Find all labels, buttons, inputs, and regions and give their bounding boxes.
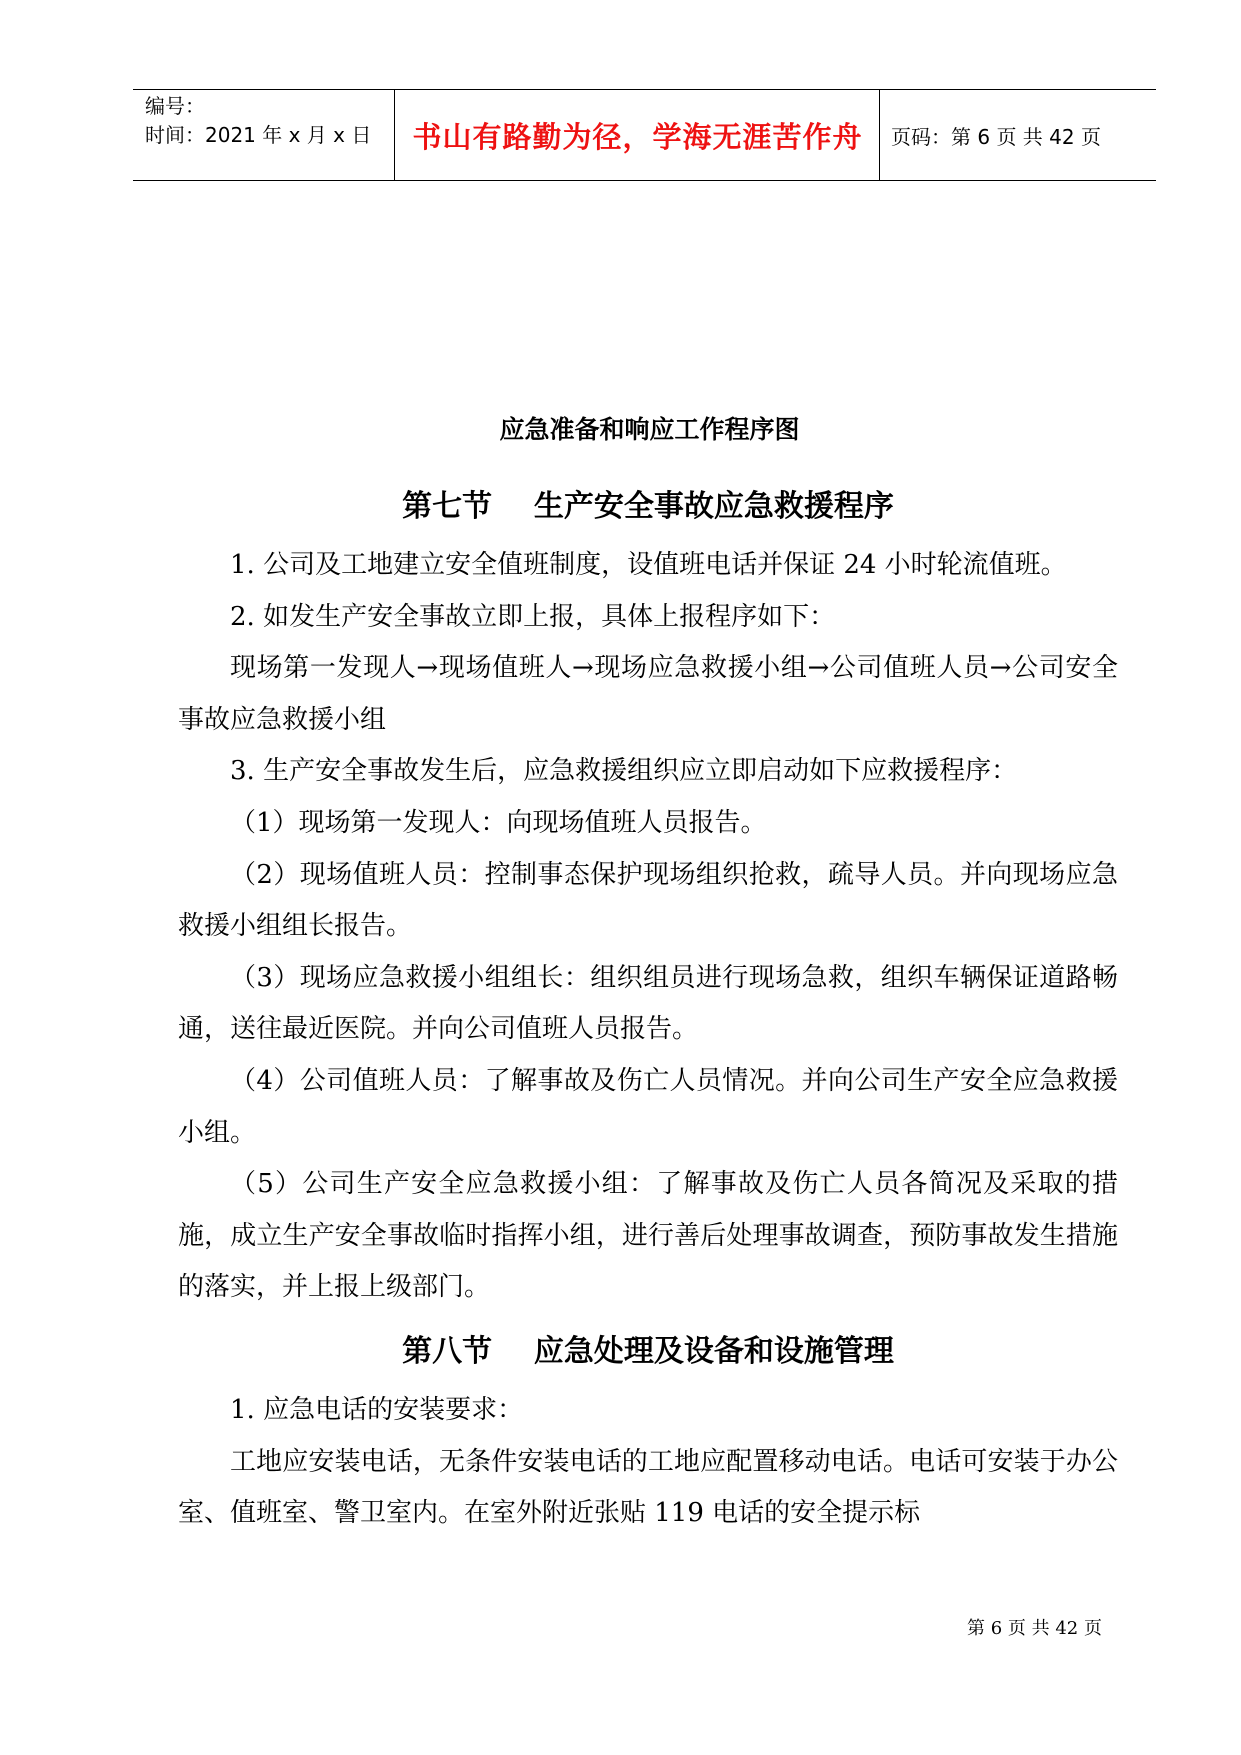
paragraph: 3. 生产安全事故发生后，应急救援组织应立即启动如下应救援程序：: [230, 756, 1018, 787]
figure-title: 应急准备和响应工作程序图: [499, 415, 800, 444]
paragraph: 1. 公司及工地建立安全值班制度，设值班电话并保证 24 小时轮流值班。: [230, 550, 1067, 580]
header-info: [145, 92, 395, 150]
paragraph: 2. 如发生产安全事故立即上报，具体上报程序如下：: [230, 601, 836, 632]
paragraph: （2）现场值班人员：控制事态保护现场组织抢救，疏导人员。并向现场应急救援小组组长报告。: [178, 859, 1118, 942]
paragraph: （4）公司值班人员：了解事故及伤亡人员情况。并向公司生产安全应急救援小组。: [178, 1065, 1118, 1148]
paragraph: 现场第一发现人→现场值班人→现场应急救援小组→公司值班人员→公司安全事故应急救援小组: [178, 653, 1118, 735]
header-number-label: 编号：: [145, 94, 205, 118]
paragraph: （3）现场应急救援小组组长：组织组员进行现场急救，组织车辆保证道路畅通，送往最近医院。并向公司值班人员报告。: [178, 962, 1118, 1045]
header-time-label: 时间：2021 年 x 月 x 日: [145, 123, 372, 147]
paragraph: 1. 应急电话的安装要求：: [230, 1394, 524, 1425]
header-motto: 书山有路勤为径，学海无涯苦作舟: [412, 119, 863, 154]
section-7-title: 第七节 生产安全事故应急救援程序: [402, 489, 894, 524]
paragraph: 工地应安装电话，无条件安装电话的工地应配置移动电话。电话可安装于办公室、值班室、警卫室内。在室外附近张贴 119 电话的安全提示标: [178, 1446, 1118, 1529]
header-divider: [879, 90, 880, 180]
document-body: [178, 478, 1118, 1540]
page-footer: 第 6 页 共 42 页: [967, 1618, 1102, 1639]
section-8-title: 第八节 应急处理及设备和设施管理: [402, 1333, 894, 1369]
header-divider: [394, 90, 395, 180]
paragraph: （1）现场第一发现人：向现场值班人员报告。: [230, 807, 767, 838]
header-page-info: 页码：第 6 页 共 42 页: [891, 124, 1101, 149]
page-header: [133, 89, 1156, 181]
paragraph: （5）公司生产安全应急救援小组：了解事故及伤亡人员各简况及采取的措施，成立生产安全事故临时指挥小组，进行善后处理事故调查，预防事故发生措施的落实，并上报上级部门。: [178, 1169, 1118, 1303]
